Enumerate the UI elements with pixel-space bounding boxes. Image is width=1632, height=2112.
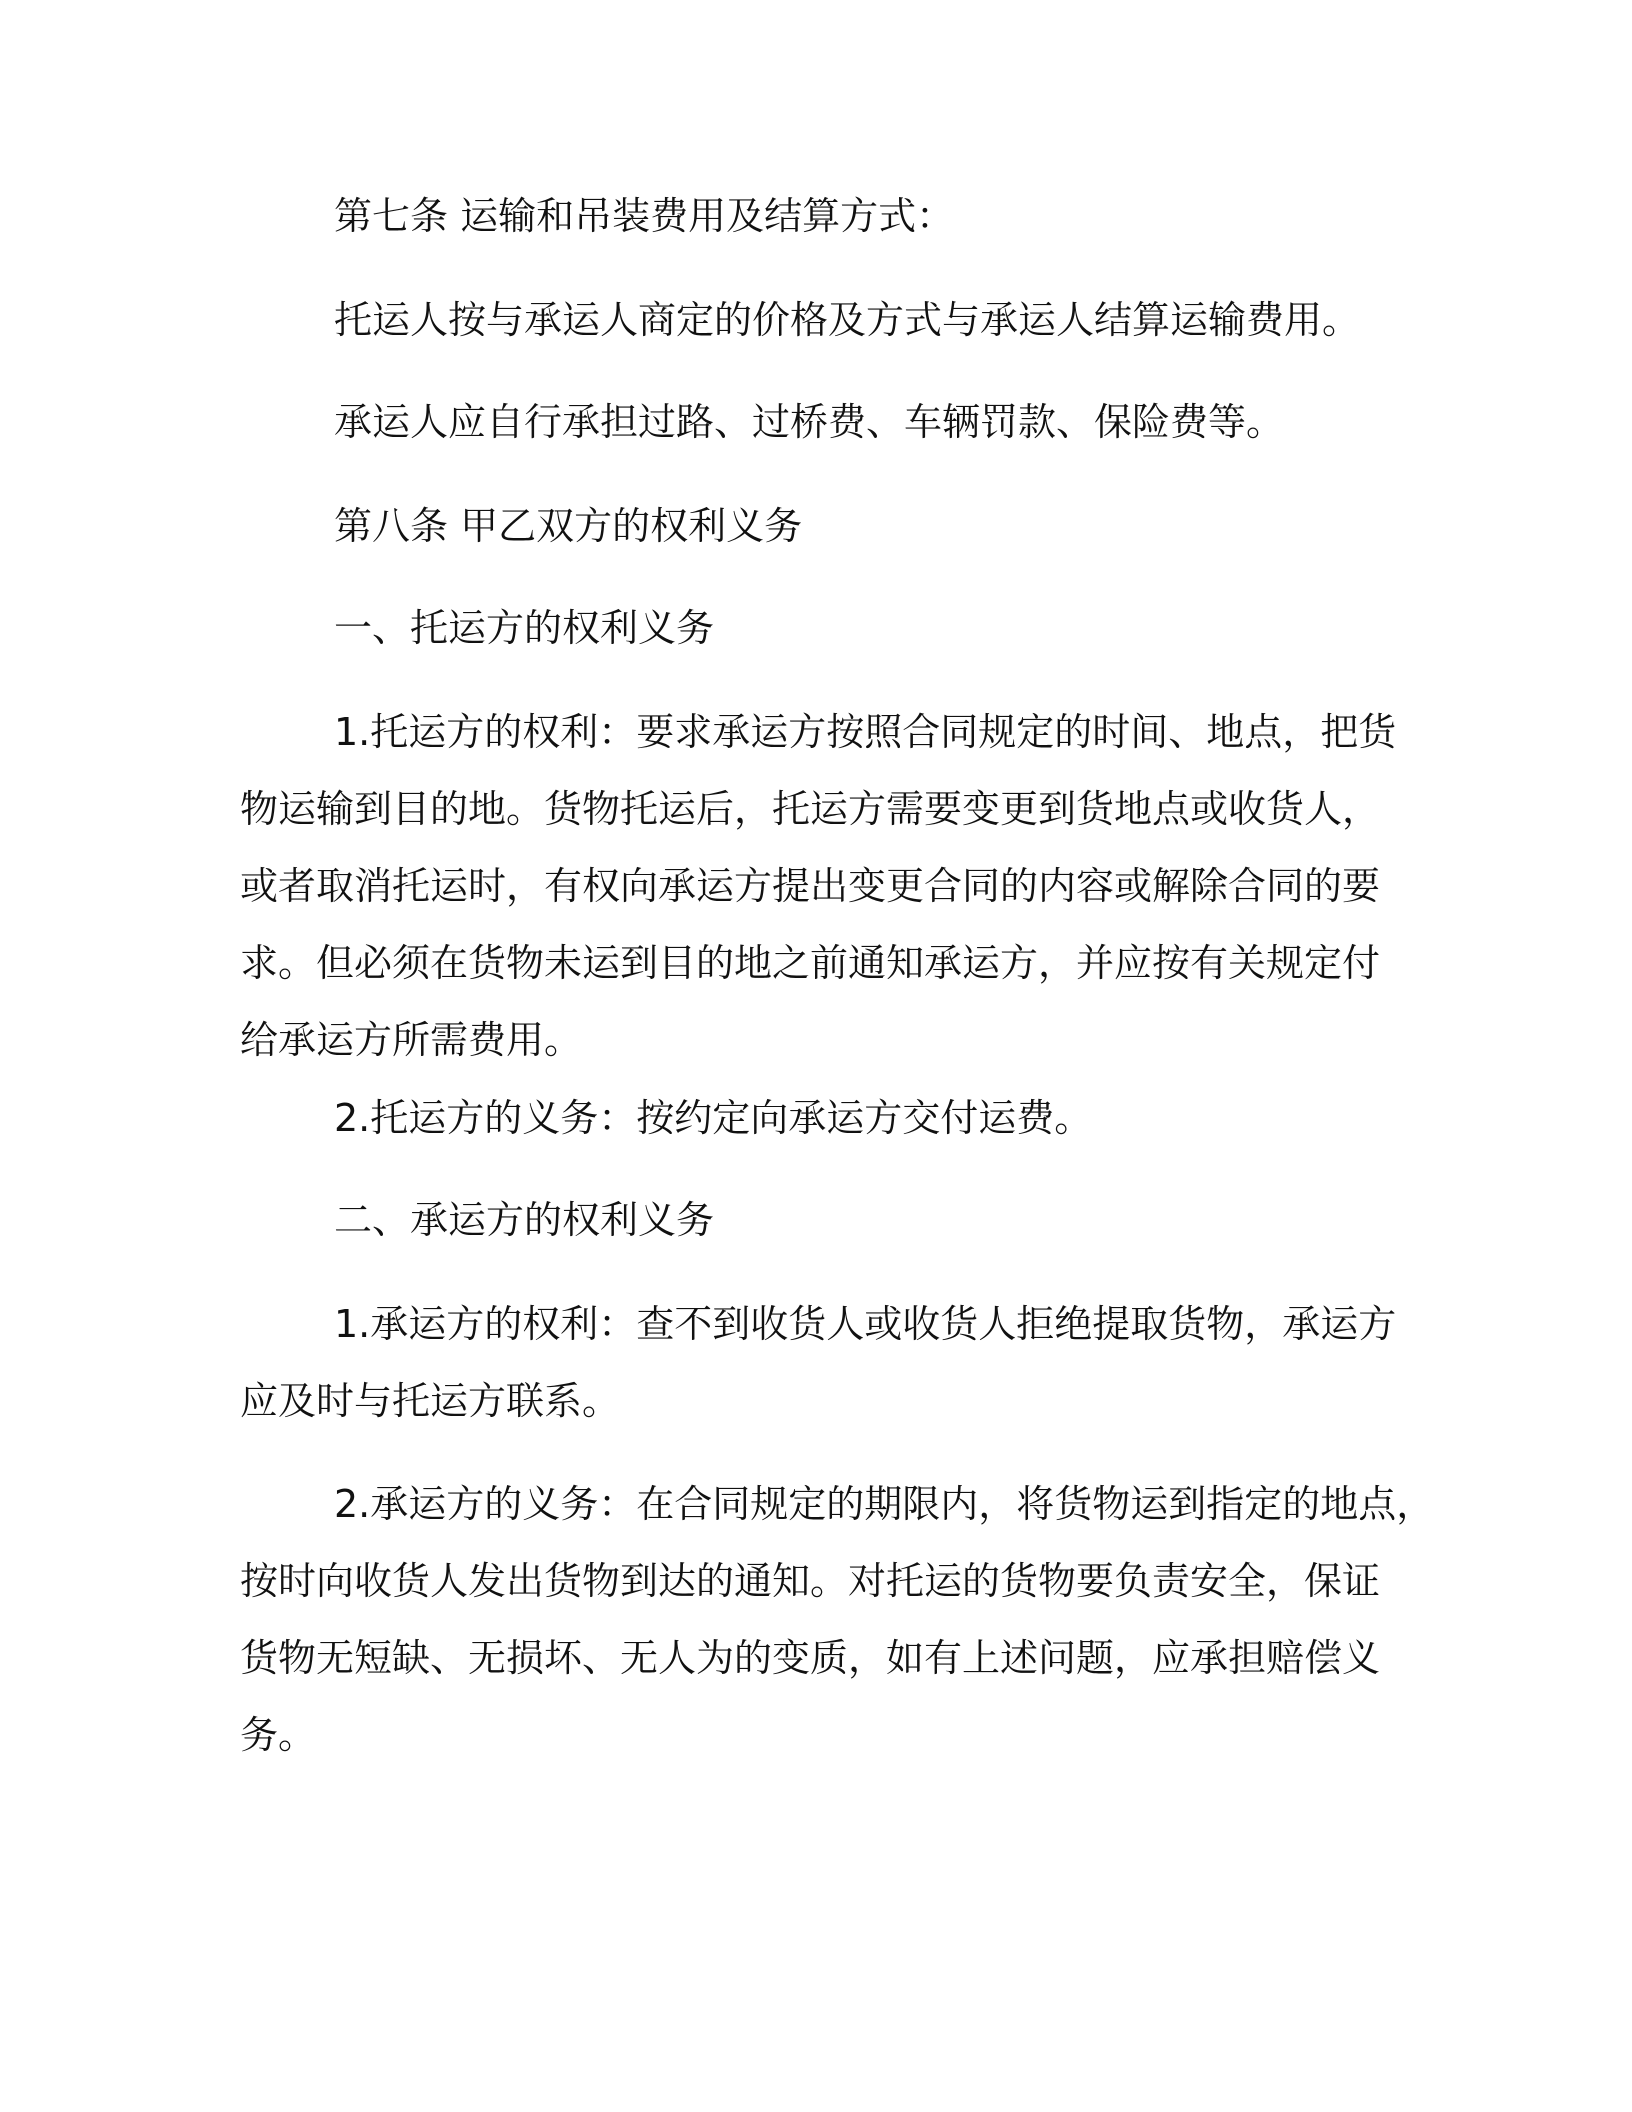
text-line: 按时向收货人发出货物到达的通知。对托运的货物要负责安全，保证 [240, 1559, 1381, 1603]
article-7-heading [240, 178, 1380, 255]
text-line: 求。但必须在货物未运到目的地之前通知承运方，并应按有关规定付 [240, 941, 1381, 985]
article-8-heading [240, 488, 1380, 565]
text-line: 务。 [240, 1713, 317, 1757]
paragraph-shipper-rights [240, 694, 1397, 1079]
text-line: 托运人按与承运人商定的价格及方式与承运人结算运输费用。 [334, 298, 1361, 342]
text-line: 2.托运方的义务：按约定向承运方交付运费。 [334, 1096, 1093, 1140]
paragraph-carrier-rights [240, 1286, 1397, 1440]
text-line: 二、承运方的权利义务 [334, 1198, 715, 1242]
text-line: 第八条 甲乙双方的权利义务 [334, 504, 803, 548]
text-line: 货物无短缺、无损坏、无人为的变质，如有上述问题，应承担赔偿义 [240, 1636, 1381, 1680]
paragraph-shipper-obligations [240, 1080, 1380, 1157]
text-line: 或者取消托运时，有权向承运方提出变更合同的内容或解除合同的要 [240, 864, 1381, 908]
text-line: 物运输到目的地。货物托运后，托运方需要变更到货地点或收货人， [240, 787, 1381, 831]
text-line: 应及时与托运方联系。 [240, 1379, 621, 1423]
paragraph-fees [240, 384, 1380, 461]
text-line: 给承运方所需费用。 [240, 1018, 583, 1062]
text-line: 第七条 运输和吊装费用及结算方式： [334, 194, 955, 238]
section-carrier-heading [240, 1182, 1380, 1259]
section-shipper-heading [240, 590, 1380, 667]
paragraph-carrier-obligations [240, 1466, 1435, 1774]
text-line: 1.承运方的权利：查不到收货人或收货人拒绝提取货物，承运方 [334, 1302, 1397, 1346]
paragraph-settlement [240, 282, 1380, 359]
text-line: 承运人应自行承担过路、过桥费、车辆罚款、保险费等。 [334, 400, 1285, 444]
text-line: 一、托运方的权利义务 [334, 606, 715, 650]
text-line: 1.托运方的权利：要求承运方按照合同规定的时间、地点，把货 [334, 710, 1397, 754]
text-line: 2.承运方的义务：在合同规定的期限内，将货物运到指定的地点， [334, 1482, 1435, 1526]
